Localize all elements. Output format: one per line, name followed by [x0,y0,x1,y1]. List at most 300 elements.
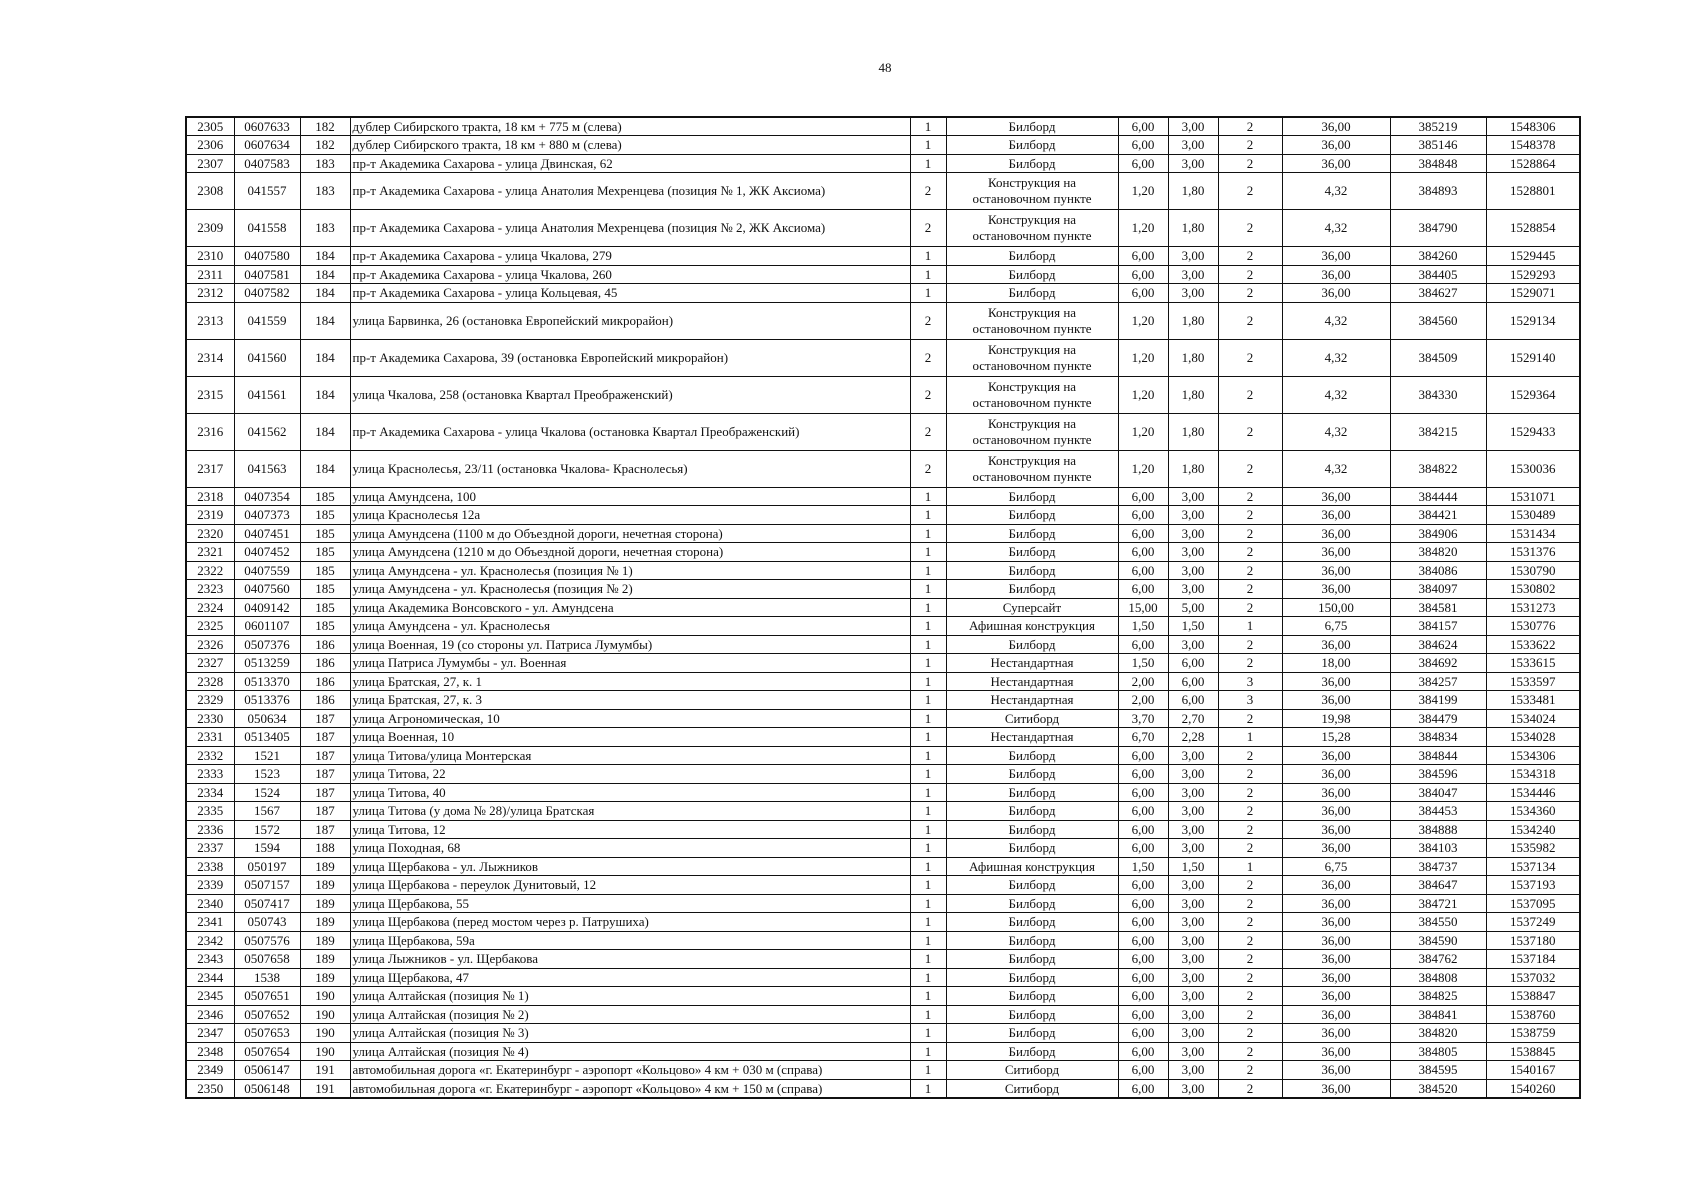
cell-zone-number: 187 [300,802,350,821]
cell-coord-y: 1548306 [1486,117,1580,136]
table-row [186,1042,1580,1061]
cell-construction-id: 1521 [234,746,300,765]
cell-surfaces: 1 [1218,857,1282,876]
cell-construction-type: Билборд [946,746,1118,765]
cell-construction-id: 0601107 [234,617,300,636]
cell-coord-x: 384260 [1390,247,1486,266]
cell-area: 36,00 [1282,154,1390,173]
table-row [186,487,1580,506]
cell-row-number: 2312 [186,284,234,303]
cell-width: 6,00 [1118,1005,1168,1024]
cell-width: 6,00 [1118,247,1168,266]
cell-address: улица Алтайская (позиция № 4) [350,1042,910,1061]
cell-construction-type: Билборд [946,543,1118,562]
table-row [186,543,1580,562]
cell-coord-y: 1533481 [1486,691,1580,710]
cell-construction-id: 1524 [234,783,300,802]
cell-surfaces: 2 [1218,709,1282,728]
cell-construction-id: 041562 [234,413,300,450]
cell-surfaces: 2 [1218,820,1282,839]
cell-row-number: 2336 [186,820,234,839]
cell-width: 6,00 [1118,876,1168,895]
table-row [186,302,1580,339]
cell-address: улица Амундсена - ул. Краснолесья (позиция № 1) [350,561,910,580]
cell-coord-y: 1540167 [1486,1061,1580,1080]
cell-address: улица Братская, 27, к. 1 [350,672,910,691]
cell-row-number: 2337 [186,839,234,858]
table-row [186,746,1580,765]
cell-zone-number: 185 [300,617,350,636]
cell-coord-x: 384805 [1390,1042,1486,1061]
cell-height: 1,80 [1168,339,1218,376]
cell-construction-id: 041563 [234,450,300,487]
table-row [186,802,1580,821]
cell-coord-y: 1528864 [1486,154,1580,173]
cell-width: 1,20 [1118,413,1168,450]
table-row [186,857,1580,876]
table-row [186,284,1580,303]
cell-width: 1,20 [1118,376,1168,413]
table-row [186,691,1580,710]
cell-row-number: 2320 [186,524,234,543]
cell-area: 36,00 [1282,672,1390,691]
cell-row-number: 2342 [186,931,234,950]
cell-height: 3,00 [1168,1061,1218,1080]
cell-coord-y: 1529140 [1486,339,1580,376]
cell-area: 4,32 [1282,302,1390,339]
cell-surfaces: 2 [1218,506,1282,525]
cell-sides-count: 1 [910,987,946,1006]
cell-zone-number: 184 [300,413,350,450]
cell-address: улица Титова (у дома № 28)/улица Братская [350,802,910,821]
cell-surfaces: 2 [1218,561,1282,580]
cell-coord-x: 384647 [1390,876,1486,895]
cell-construction-type: Билборд [946,136,1118,155]
cell-address: улица Алтайская (позиция № 1) [350,987,910,1006]
cell-surfaces: 2 [1218,265,1282,284]
cell-area: 36,00 [1282,1005,1390,1024]
cell-construction-type: Билборд [946,487,1118,506]
cell-address: улица Щербакова, 47 [350,968,910,987]
cell-coord-x: 384590 [1390,931,1486,950]
cell-surfaces: 2 [1218,654,1282,673]
cell-area: 36,00 [1282,913,1390,932]
cell-sides-count: 2 [910,173,946,210]
cell-construction-id: 0407451 [234,524,300,543]
cell-surfaces: 2 [1218,968,1282,987]
cell-area: 4,32 [1282,450,1390,487]
cell-coord-x: 384820 [1390,543,1486,562]
cell-address: автомобильная дорога «г. Екатеринбург - аэропорт «Кольцово» 4 км + 150 м (справа) [350,1079,910,1098]
cell-construction-id: 1538 [234,968,300,987]
cell-construction-type: Конструкция на остановочном пункте [946,339,1118,376]
cell-construction-type: Афишная конструкция [946,617,1118,636]
cell-sides-count: 2 [910,450,946,487]
cell-area: 36,00 [1282,820,1390,839]
cell-area: 15,28 [1282,728,1390,747]
cell-surfaces: 2 [1218,154,1282,173]
cell-sides-count: 1 [910,709,946,728]
cell-coord-x: 384453 [1390,802,1486,821]
cell-construction-type: Билборд [946,765,1118,784]
cell-sides-count: 1 [910,1005,946,1024]
cell-surfaces: 2 [1218,802,1282,821]
cell-row-number: 2344 [186,968,234,987]
cell-coord-x: 384808 [1390,968,1486,987]
cell-area: 36,00 [1282,247,1390,266]
cell-coord-y: 1535982 [1486,839,1580,858]
cell-row-number: 2332 [186,746,234,765]
cell-construction-type: Билборд [946,783,1118,802]
cell-row-number: 2329 [186,691,234,710]
cell-area: 36,00 [1282,543,1390,562]
cell-width: 6,00 [1118,746,1168,765]
cell-height: 3,00 [1168,487,1218,506]
cell-width: 6,00 [1118,820,1168,839]
cell-height: 1,80 [1168,302,1218,339]
cell-sides-count: 1 [910,1024,946,1043]
cell-zone-number: 190 [300,987,350,1006]
cell-sides-count: 1 [910,931,946,950]
cell-construction-id: 1594 [234,839,300,858]
cell-width: 6,00 [1118,1079,1168,1098]
cell-sides-count: 1 [910,765,946,784]
cell-coord-x: 384893 [1390,173,1486,210]
cell-surfaces: 2 [1218,839,1282,858]
cell-sides-count: 2 [910,339,946,376]
cell-area: 4,32 [1282,413,1390,450]
cell-construction-id: 041561 [234,376,300,413]
table-row [186,635,1580,654]
cell-construction-id: 050743 [234,913,300,932]
cell-area: 4,32 [1282,173,1390,210]
cell-address: пр-т Академика Сахарова - улица Двинская, 62 [350,154,910,173]
cell-surfaces: 2 [1218,339,1282,376]
cell-address: улица Военная, 10 [350,728,910,747]
cell-coord-y: 1530790 [1486,561,1580,580]
cell-construction-id: 0407373 [234,506,300,525]
cell-surfaces: 2 [1218,284,1282,303]
cell-address: улица Походная, 68 [350,839,910,858]
cell-area: 4,32 [1282,210,1390,247]
cell-address: улица Щербакова - переулок Дунитовый, 12 [350,876,910,895]
cell-address: улица Щербакова, 55 [350,894,910,913]
table-row [186,1079,1580,1098]
cell-width: 6,00 [1118,580,1168,599]
table-row [186,173,1580,210]
cell-construction-id: 050634 [234,709,300,728]
cell-construction-id: 0507376 [234,635,300,654]
cell-zone-number: 182 [300,117,350,136]
cell-surfaces: 2 [1218,876,1282,895]
cell-area: 36,00 [1282,987,1390,1006]
table-row [186,561,1580,580]
cell-width: 6,00 [1118,1042,1168,1061]
cell-address: улица Краснолесья, 23/11 (остановка Чкалова- Краснолесья) [350,450,910,487]
cell-construction-type: Билборд [946,839,1118,858]
cell-height: 6,00 [1168,691,1218,710]
cell-zone-number: 189 [300,876,350,895]
cell-coord-y: 1530489 [1486,506,1580,525]
cell-zone-number: 191 [300,1079,350,1098]
cell-width: 6,00 [1118,987,1168,1006]
cell-construction-type: Билборд [946,635,1118,654]
cell-construction-type: Нестандартная [946,672,1118,691]
cell-sides-count: 1 [910,635,946,654]
cell-surfaces: 2 [1218,1042,1282,1061]
cell-area: 36,00 [1282,765,1390,784]
cell-row-number: 2338 [186,857,234,876]
cell-row-number: 2328 [186,672,234,691]
cell-coord-y: 1529364 [1486,376,1580,413]
cell-sides-count: 1 [910,1061,946,1080]
cell-coord-y: 1528801 [1486,173,1580,210]
cell-height: 3,00 [1168,247,1218,266]
cell-zone-number: 184 [300,265,350,284]
cell-zone-number: 185 [300,506,350,525]
table-row [186,709,1580,728]
cell-coord-y: 1529293 [1486,265,1580,284]
table-row [186,376,1580,413]
cell-construction-type: Билборд [946,894,1118,913]
cell-coord-x: 384086 [1390,561,1486,580]
cell-sides-count: 1 [910,136,946,155]
cell-construction-id: 0507651 [234,987,300,1006]
cell-area: 36,00 [1282,635,1390,654]
cell-sides-count: 1 [910,820,946,839]
cell-area: 36,00 [1282,894,1390,913]
cell-zone-number: 191 [300,1061,350,1080]
cell-coord-x: 385146 [1390,136,1486,155]
table-row [186,913,1580,932]
cell-row-number: 2349 [186,1061,234,1080]
cell-height: 3,00 [1168,820,1218,839]
cell-width: 6,00 [1118,284,1168,303]
cell-area: 36,00 [1282,968,1390,987]
cell-sides-count: 1 [910,876,946,895]
cell-surfaces: 2 [1218,765,1282,784]
cell-coord-x: 384841 [1390,1005,1486,1024]
cell-area: 36,00 [1282,136,1390,155]
cell-address: улица Амундсена (1210 м до Объездной дороги, нечетная сторона) [350,543,910,562]
cell-coord-y: 1531434 [1486,524,1580,543]
cell-construction-type: Конструкция на остановочном пункте [946,210,1118,247]
cell-construction-id: 0506148 [234,1079,300,1098]
table-row [186,968,1580,987]
cell-address: улица Братская, 27, к. 3 [350,691,910,710]
cell-height: 1,80 [1168,450,1218,487]
cell-surfaces: 2 [1218,783,1282,802]
cell-row-number: 2316 [186,413,234,450]
cell-height: 3,00 [1168,802,1218,821]
cell-row-number: 2333 [186,765,234,784]
cell-sides-count: 1 [910,284,946,303]
cell-row-number: 2341 [186,913,234,932]
cell-coord-y: 1534360 [1486,802,1580,821]
cell-height: 3,00 [1168,746,1218,765]
table-row [186,765,1580,784]
cell-height: 3,00 [1168,154,1218,173]
cell-coord-y: 1537095 [1486,894,1580,913]
cell-row-number: 2324 [186,598,234,617]
cell-construction-type: Билборд [946,1024,1118,1043]
table-row [186,136,1580,155]
cell-area: 36,00 [1282,1061,1390,1080]
cell-width: 6,00 [1118,839,1168,858]
cell-coord-x: 384581 [1390,598,1486,617]
cell-width: 6,00 [1118,524,1168,543]
cell-row-number: 2330 [186,709,234,728]
cell-surfaces: 2 [1218,136,1282,155]
cell-construction-id: 0407583 [234,154,300,173]
cell-coord-y: 1538845 [1486,1042,1580,1061]
cell-sides-count: 1 [910,728,946,747]
cell-area: 36,00 [1282,950,1390,969]
table-row [186,894,1580,913]
cell-surfaces: 2 [1218,376,1282,413]
cell-sides-count: 2 [910,302,946,339]
cell-zone-number: 186 [300,691,350,710]
cell-coord-x: 384215 [1390,413,1486,450]
cell-surfaces: 3 [1218,672,1282,691]
cell-height: 3,00 [1168,635,1218,654]
table-row [186,783,1580,802]
cell-coord-x: 384624 [1390,635,1486,654]
cell-coord-x: 384790 [1390,210,1486,247]
cell-row-number: 2318 [186,487,234,506]
cell-sides-count: 1 [910,802,946,821]
cell-coord-x: 384199 [1390,691,1486,710]
cell-coord-y: 1534024 [1486,709,1580,728]
cell-construction-id: 0407452 [234,543,300,562]
cell-width: 3,70 [1118,709,1168,728]
cell-area: 36,00 [1282,1042,1390,1061]
cell-sides-count: 1 [910,154,946,173]
table-row [186,654,1580,673]
cell-sides-count: 1 [910,487,946,506]
cell-coord-y: 1538847 [1486,987,1580,1006]
cell-coord-y: 1537249 [1486,913,1580,932]
cell-construction-id: 0513376 [234,691,300,710]
cell-construction-type: Конструкция на остановочном пункте [946,302,1118,339]
cell-zone-number: 184 [300,302,350,339]
cell-height: 3,00 [1168,1079,1218,1098]
cell-zone-number: 186 [300,654,350,673]
cell-address: улица Амундсена (1100 м до Объездной дороги, нечетная сторона) [350,524,910,543]
cell-height: 3,00 [1168,543,1218,562]
cell-width: 6,00 [1118,783,1168,802]
cell-address: улица Щербакова (перед мостом через р. Патрушиха) [350,913,910,932]
cell-width: 6,00 [1118,913,1168,932]
table-row [186,987,1580,1006]
cell-address: улица Щербакова - ул. Лыжников [350,857,910,876]
cell-height: 1,80 [1168,376,1218,413]
cell-area: 36,00 [1282,746,1390,765]
table-row [186,876,1580,895]
cell-area: 36,00 [1282,265,1390,284]
cell-coord-y: 1538759 [1486,1024,1580,1043]
cell-construction-id: 041560 [234,339,300,376]
cell-construction-type: Конструкция на остановочном пункте [946,413,1118,450]
table-row [186,1024,1580,1043]
cell-area: 36,00 [1282,524,1390,543]
cell-height: 1,80 [1168,173,1218,210]
table-body [186,117,1580,1098]
cell-sides-count: 1 [910,524,946,543]
cell-coord-y: 1533597 [1486,672,1580,691]
cell-zone-number: 185 [300,524,350,543]
cell-sides-count: 1 [910,506,946,525]
cell-address: улица Титова/улица Монтерская [350,746,910,765]
cell-width: 1,20 [1118,450,1168,487]
cell-area: 36,00 [1282,783,1390,802]
cell-coord-x: 384596 [1390,765,1486,784]
cell-coord-x: 384888 [1390,820,1486,839]
cell-sides-count: 1 [910,783,946,802]
cell-zone-number: 184 [300,339,350,376]
cell-construction-type: Суперсайт [946,598,1118,617]
cell-coord-y: 1538760 [1486,1005,1580,1024]
cell-surfaces: 1 [1218,728,1282,747]
cell-coord-x: 384509 [1390,339,1486,376]
cell-width: 6,00 [1118,265,1168,284]
cell-address: улица Лыжников - ул. Щербакова [350,950,910,969]
cell-row-number: 2306 [186,136,234,155]
cell-zone-number: 184 [300,450,350,487]
cell-zone-number: 185 [300,543,350,562]
cell-coord-x: 384097 [1390,580,1486,599]
cell-area: 19,98 [1282,709,1390,728]
cell-coord-x: 384737 [1390,857,1486,876]
cell-construction-type: Билборд [946,820,1118,839]
cell-zone-number: 184 [300,284,350,303]
cell-area: 36,00 [1282,506,1390,525]
table-row [186,598,1580,617]
cell-surfaces: 2 [1218,210,1282,247]
cell-construction-type: Билборд [946,802,1118,821]
cell-construction-type: Ситиборд [946,1079,1118,1098]
cell-zone-number: 188 [300,839,350,858]
cell-address: пр-т Академика Сахарова - улица Анатолия Мехренцева (позиция № 1, ЖК Аксиома) [350,173,910,210]
cell-width: 6,70 [1118,728,1168,747]
cell-width: 1,50 [1118,617,1168,636]
cell-coord-x: 384550 [1390,913,1486,932]
cell-construction-id: 0507658 [234,950,300,969]
cell-coord-x: 384330 [1390,376,1486,413]
cell-construction-type: Нестандартная [946,654,1118,673]
cell-sides-count: 1 [910,839,946,858]
cell-zone-number: 186 [300,635,350,654]
cell-width: 6,00 [1118,968,1168,987]
cell-construction-id: 0409142 [234,598,300,617]
cell-row-number: 2323 [186,580,234,599]
cell-coord-y: 1531376 [1486,543,1580,562]
cell-construction-type: Билборд [946,876,1118,895]
cell-construction-id: 0513370 [234,672,300,691]
cell-coord-x: 384692 [1390,654,1486,673]
cell-coord-y: 1537134 [1486,857,1580,876]
cell-height: 3,00 [1168,783,1218,802]
cell-height: 2,28 [1168,728,1218,747]
cell-area: 18,00 [1282,654,1390,673]
cell-surfaces: 2 [1218,931,1282,950]
cell-zone-number: 185 [300,561,350,580]
cell-surfaces: 2 [1218,487,1282,506]
table-row [186,672,1580,691]
cell-row-number: 2348 [186,1042,234,1061]
cell-surfaces: 2 [1218,302,1282,339]
cell-address: улица Академика Вонсовского - ул. Амундсена [350,598,910,617]
